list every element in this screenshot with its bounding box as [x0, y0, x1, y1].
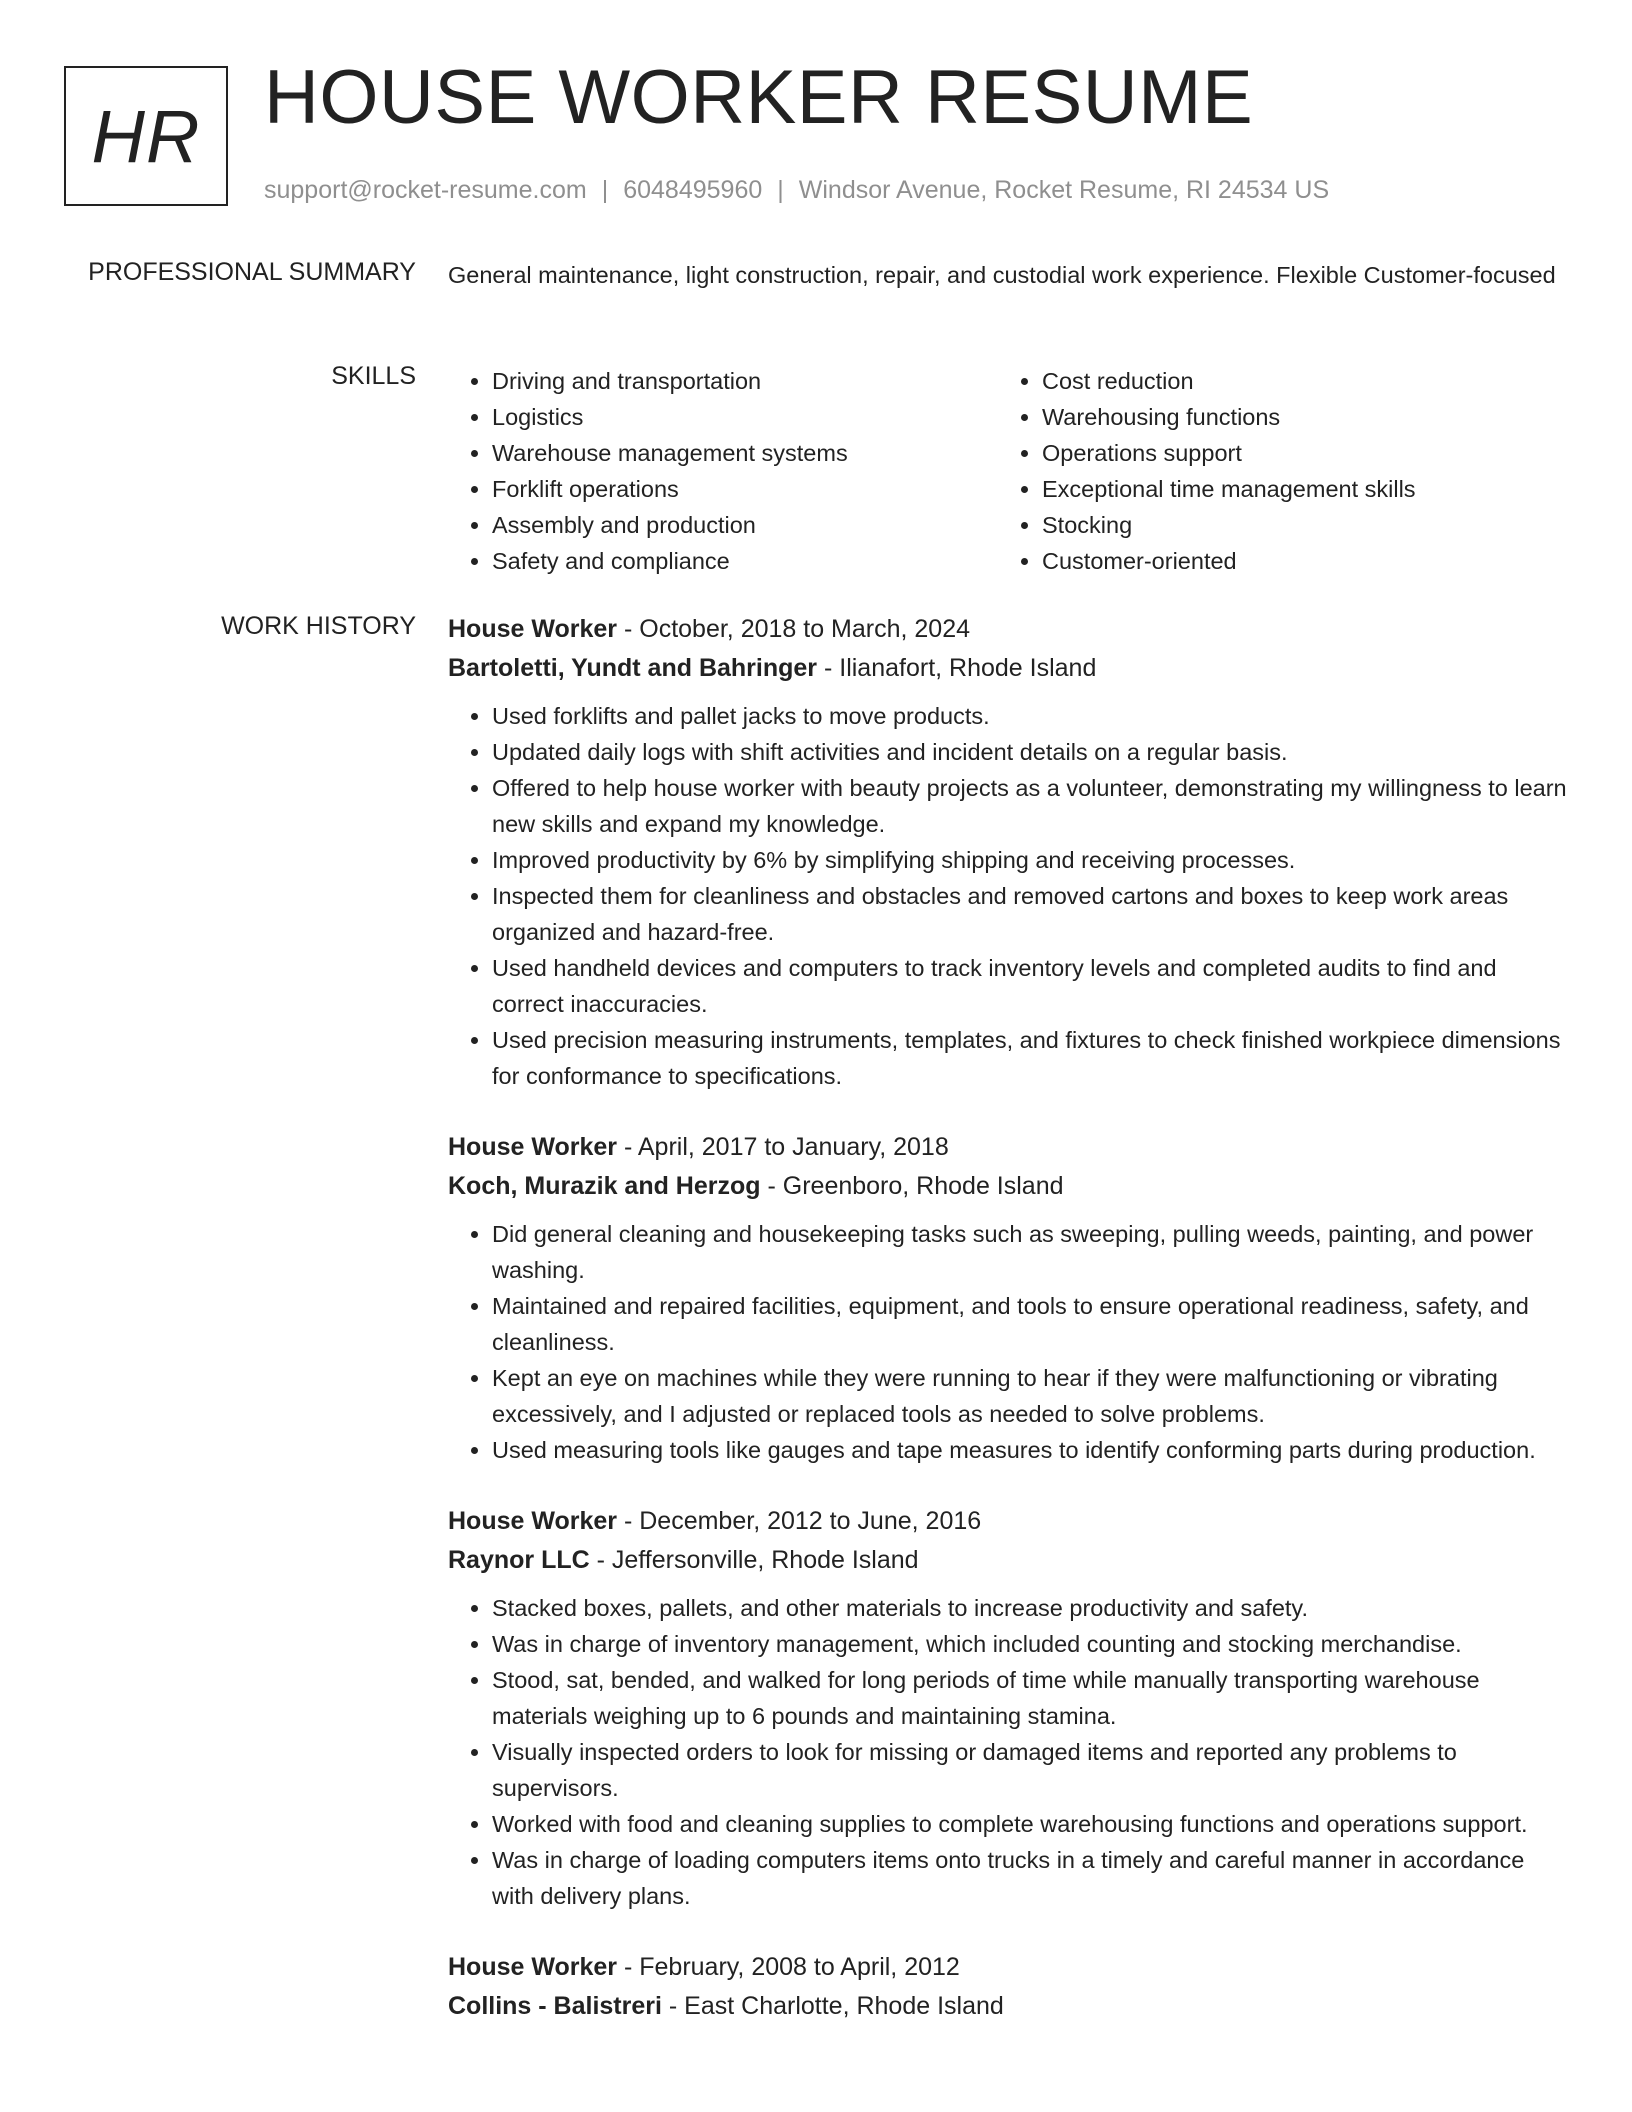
job-company-line — [448, 1986, 1568, 2026]
skill-item: • Cost reduction — [1042, 363, 1548, 399]
skill-item: • Forklift operations — [492, 471, 998, 507]
job-bullet: • Stacked boxes, pallets, and other materials to increase productivity and safety. — [492, 1590, 1568, 1626]
job-bullet: • Offered to help house worker with beauty projects as a volunteer, demonstrating my willingness to learn new skills and expand my knowledge. — [492, 770, 1568, 842]
job-bullet: • Maintained and repaired facilities, equipment, and tools to ensure operational readiness, safety, and cleanliness. — [492, 1288, 1568, 1360]
contact-line — [264, 176, 1329, 205]
skill-item: • Warehousing functions — [1042, 399, 1548, 435]
job-bullet: • Did general cleaning and housekeeping tasks such as sweeping, pulling weeds, painting, and power washing. — [492, 1216, 1568, 1288]
contact-address: Windsor Avenue, Rocket Resume, RI 24534 US — [798, 176, 1330, 204]
skill-item: • Stocking — [1042, 507, 1548, 543]
job-title: House Worker — [448, 1507, 618, 1535]
job-bullet: • Kept an eye on machines while they were running to hear if they were malfunctioning or vibrating excessively, and I adjusted or replaced tools as needed to solve problems. — [492, 1360, 1568, 1432]
summary-text: General maintenance, light construction, repair, and custodial work experience. Flexible Customer-focused — [448, 262, 1556, 288]
skill-item: • Driving and transportation — [492, 363, 998, 399]
skills-section — [448, 363, 1568, 579]
job-bullet: • Was in charge of inventory management, which included counting and stocking merchandise. — [492, 1626, 1568, 1662]
skills-list-right — [998, 363, 1548, 579]
job-title: House Worker — [448, 615, 618, 643]
job-bullet: • Worked with food and cleaning supplies to complete warehousing functions and operations support. — [492, 1806, 1568, 1842]
skills-columns — [448, 363, 1568, 579]
job-company-line — [448, 1166, 1568, 1206]
monogram-logo: HR — [64, 66, 228, 206]
job-title-line — [448, 610, 1568, 648]
job-dates: - October, 2018 to March, 2024 — [617, 615, 971, 643]
job-title-line — [448, 1502, 1568, 1540]
work-history-heading: WORK HISTORY — [221, 612, 416, 640]
job-company-line — [448, 1540, 1568, 1580]
job-dates: - December, 2012 to June, 2016 — [617, 1507, 982, 1535]
job-company-line — [448, 648, 1568, 688]
job-bullet-list — [448, 1590, 1568, 1914]
job-bullet: • Stood, sat, bended, and walked for long periods of time while manually transporting warehouse materials weighing up to 6 pounds and maintaining stamina. — [492, 1662, 1568, 1734]
job-company: Collins - Balistreri — [448, 1992, 662, 2020]
skill-item: • Safety and compliance — [492, 543, 998, 579]
job-bullet: • Visually inspected orders to look for missing or damaged items and reported any problems to supervisors. — [492, 1734, 1568, 1806]
skill-item: • Warehouse management systems — [492, 435, 998, 471]
job-bullet: • Was in charge of loading computers items onto trucks in a timely and careful manner in accordance with delivery plans. — [492, 1842, 1568, 1914]
job-title: House Worker — [448, 1953, 618, 1981]
job-entry — [448, 610, 1568, 1094]
job-bullet: • Used handheld devices and computers to track inventory levels and completed audits to find and correct inaccuracies. — [492, 950, 1568, 1022]
job-location: - Ilianafort, Rhode Island — [817, 654, 1097, 682]
job-entry — [448, 1502, 1568, 1914]
job-location: - Greenboro, Rhode Island — [760, 1172, 1064, 1200]
contact-separator: | — [601, 176, 609, 204]
job-bullet: • Used measuring tools like gauges and tape measures to identify conforming parts during production. — [492, 1432, 1568, 1468]
job-dates: - February, 2008 to April, 2012 — [617, 1953, 960, 1981]
work-history-section — [448, 610, 1568, 2060]
summary-heading: PROFESSIONAL SUMMARY — [88, 258, 416, 286]
job-bullet: • Improved productivity by 6% by simplifying shipping and receiving processes. — [492, 842, 1568, 878]
skill-item: • Operations support — [1042, 435, 1548, 471]
job-title: House Worker — [448, 1133, 618, 1161]
job-location: - East Charlotte, Rhode Island — [661, 1992, 1004, 2020]
job-company: Koch, Murazik and Herzog — [448, 1172, 761, 1200]
job-company: Bartoletti, Yundt and Bahringer — [448, 654, 818, 682]
job-bullet: • Used precision measuring instruments, templates, and fixtures to check finished workpiece dimensions for conformance to specifications. — [492, 1022, 1568, 1094]
job-entry — [448, 1128, 1568, 1468]
job-location: - Jeffersonville, Rhode Island — [589, 1546, 919, 1574]
job-title-line — [448, 1128, 1568, 1166]
job-entry — [448, 1948, 1568, 2026]
resume-title: HOUSE WORKER RESUME — [264, 55, 1254, 140]
job-dates: - April, 2017 to January, 2018 — [617, 1133, 949, 1161]
skill-item: • Logistics — [492, 399, 998, 435]
contact-email: support@rocket-resume.com — [264, 176, 587, 204]
job-company: Raynor LLC — [448, 1546, 590, 1574]
contact-phone: 6048495960 — [623, 176, 763, 204]
job-bullet: • Used forklifts and pallet jacks to move products. — [492, 698, 1568, 734]
skills-heading: SKILLS — [331, 362, 416, 390]
job-title-line — [448, 1948, 1568, 1986]
contact-separator: | — [777, 176, 784, 204]
skill-item: • Assembly and production — [492, 507, 998, 543]
skills-list-left — [448, 363, 998, 579]
job-bullet-list — [448, 698, 1568, 1094]
skill-item: • Customer-oriented — [1042, 543, 1548, 579]
job-bullet: • Updated daily logs with shift activities and incident details on a regular basis. — [492, 734, 1568, 770]
summary-section — [448, 257, 1568, 293]
skill-item: • Exceptional time management skills — [1042, 471, 1548, 507]
job-bullet-list — [448, 1216, 1568, 1468]
job-bullet: • Inspected them for cleanliness and obstacles and removed cartons and boxes to keep work areas organized and hazard-free. — [492, 878, 1568, 950]
